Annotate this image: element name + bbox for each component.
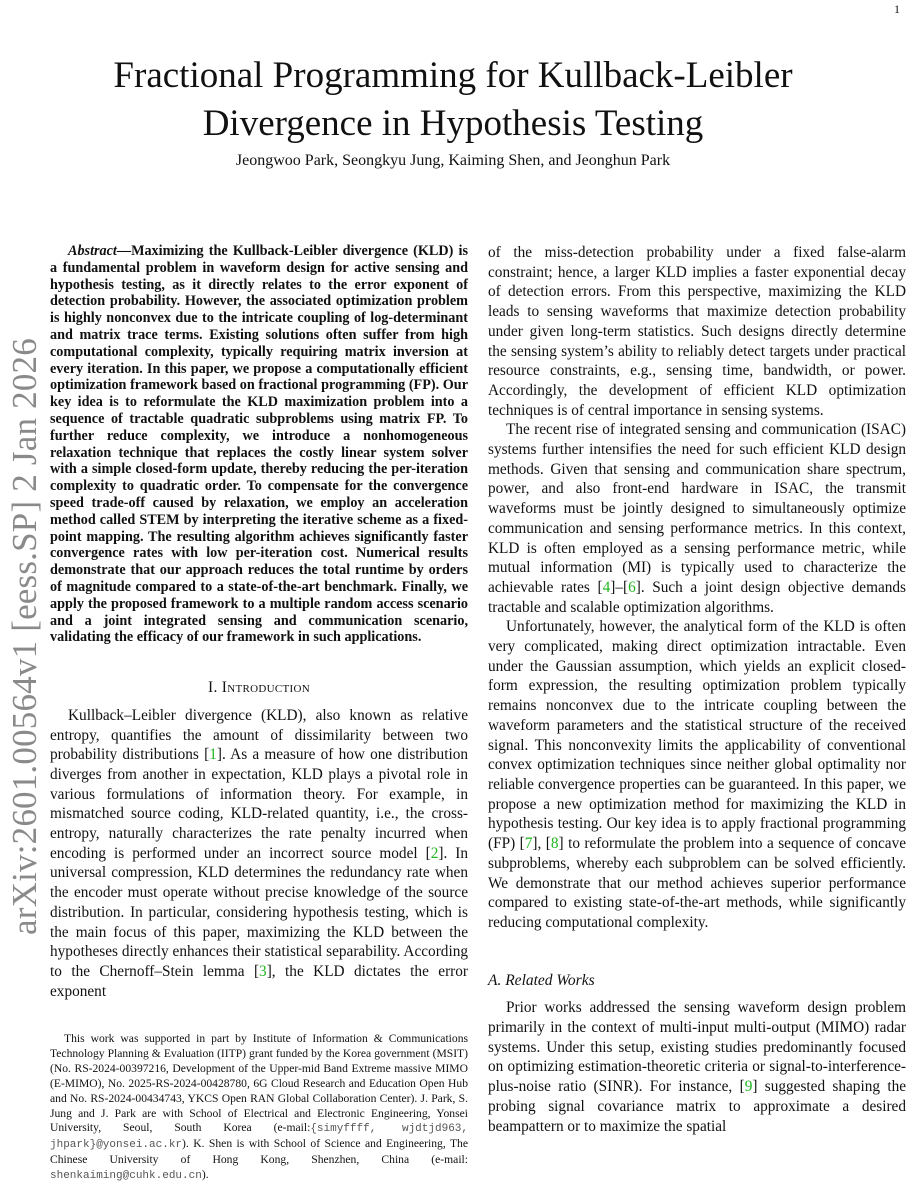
text-run: ]–[ [610, 578, 629, 596]
abstract-label: Abstract [68, 243, 117, 259]
text-run: Unfortunately, however, the analytical form of the KLD is often very complicated, making direct optimization intractable. Even under the Gaussian assumption, which yields an explicit closed-form expression, the resulting optimization problem typically remains nonconvex due to the intricate coupling between the waveform parameters and the statistical structure of the received signal. This nonconvexity limits the applicability of conventional convex optimization techniques since neither global optimality nor reliable convergence properties can be guaranteed. In this paper, we propose a new optimization method for maximizing the KLD in hypothesis testing. Our key idea is to apply fractional programming (FP) [ [488, 618, 906, 853]
related-works-paragraph-1 [488, 998, 906, 1136]
footnote [50, 1032, 468, 1184]
subsection-heading-related-works: A. Related Works [488, 971, 595, 989]
citation-link[interactable]: 4 [602, 578, 611, 596]
text-run: ]. As a measure of how one distribution diverges from another in expectation, KLD plays a pivotal role in various formulations of information theory. For example, in mismatched source coding, KLD-related quantity, i.e., the cross-entropy, naturally characterizes the rate penalty incurred when encoding is performed under an incorrect source model [ [50, 746, 468, 862]
citation-link[interactable]: 6 [628, 578, 636, 596]
citation-link[interactable]: 3 [259, 962, 267, 980]
page-number: 1 [894, 2, 900, 16]
citation-link[interactable]: 2 [430, 844, 439, 862]
intro-paragraph-1-continued: of the miss-detection probability under a fixed false-alarm constraint; hence, a larger KLD implies a faster exponential decay of detection errors. From this perspective, maximizing the KLD leads to sensing waveforms that maximize detection probability under given long-term statistics. Such designs directly determine the sensing system’s ability to reliably detect targets under practical resource constraints, e.g., sensing time, bandwidth, or power. Accordingly, the development of efficient KLD optimization techniques is of central importance in sensing systems. [488, 244, 906, 419]
intro-paragraph-3 [488, 617, 906, 932]
citation-link[interactable]: 7 [524, 835, 533, 853]
author-list: Jeongwoo Park, Seongkyu Jung, Kaiming Shen, and Jeonghun Park [235, 152, 671, 169]
text-run: ] suggested shaping the probing signal covariance matrix to approximate a desired beampattern or to maximize the spatial [488, 1078, 906, 1135]
intro-paragraph-1 [50, 706, 468, 1002]
arxiv-stamp[interactable]: arXiv:2601.00564v1 [eess.SP] 2 Jan 2026 [5, 338, 44, 935]
intro-paragraph-2 [488, 420, 906, 617]
section-heading-introduction: I. Introduction [207, 679, 310, 697]
left-column [50, 243, 468, 1001]
citation-link[interactable]: 1 [209, 746, 217, 764]
abstract [50, 243, 468, 646]
right-column [488, 243, 906, 1136]
text-run: ]. In universal compression, KLD determines the redundancy rate when the encoder must operate without precise knowledge of the source distribution. In particular, considering hypothesis testing, which is the main focus of this paper, maximizing the KLD between the hypotheses directly enhances their statistical separability. According to the Chernoff–Stein lemma [ [50, 844, 468, 980]
email-link[interactable]: {simyffff, wjdtjd963, jhpark}@yonsei.ac.kr [50, 1123, 468, 1152]
text-run: Prior works addressed the sensing waveform design problem primarily in the context of multi-input multi-output (MIMO) radar systems. Under this setup, existing studies predominantly focused on optimizing estimation-theoretic criteria or signal-to-interference-plus-noise ratio (SINR). For instance, [ [488, 999, 906, 1096]
text-run: ]. Such a joint design objective demands tractable and scalable optimization algorithms. [488, 578, 906, 616]
text-run: Kullback–Leibler divergence (KLD), also known as relative entropy, quantifies the amount of dissimilarity between two probability distributions [ [50, 706, 468, 764]
paper-title: Fractional Programming for Kullback-Leibler Divergence in Hypothesis Testing [113, 55, 793, 144]
email-link[interactable]: shenkaiming@cuhk.edu.cn [50, 1170, 202, 1183]
text-run: The recent rise of integrated sensing and communication (ISAC) systems further intensifies the need for such efficient KLD design methods. Given that sensing and communication share spectrum, power, and also front-end hardware in ISAC, the transmit waveforms must be jointly designed to simultaneously optimize communication and sensing performance metrics. In this context, KLD is often employed as a sensing performance metric, while mutual information (MI) is typically used to characterize the achievable rates [ [488, 421, 906, 596]
text-run: ). [201, 1168, 209, 1182]
citation-link[interactable]: 8 [550, 835, 559, 853]
text-run: This work was supported in part by Institute of Information & Communications Technology Planning & Evaluation (IITP) grant funded by the Korea government (MSIT) (No. RS-2024-00397216, Development of the Upper-mid Band Extreme massive MIMO (E-MIMO), No. 2025-RS-2024-00428780, 6G Cloud Research and Education Open Hub and No. RS-2024-00434743, YKCS Open RAN Global Collaboration Center). J. Park, S. Jung and J. Park are with School of Electrical and Electronic Engineering, Yonsei University, Seoul, South Korea (e-mail: [50, 1032, 468, 1135]
text-run: ], the KLD dictates the error exponent [50, 962, 468, 1000]
text-run: ). K. Shen is with School of Science and Engineering, The Chinese University of Hong Kong, Shenzhen, China (e-mail: [50, 1137, 468, 1167]
citation-link[interactable]: 9 [744, 1078, 753, 1096]
abstract-body: —Maximizing the Kullback-Leibler divergence (KLD) is a fundamental problem in waveform design for active sensing and hypothesis testing, as it directly relates to the error exponent of detection probability. However, the associated optimization problem is highly nonconvex due to the intricate coupling of log-determinant and matrix trace terms. Existing solutions often suffer from high computational complexity, typically requiring matrix inversion at every iteration. In this paper, we propose a computationally efficient optimization framework based on fractional programming (FP). Our key idea is to reformulate the KLD maximization problem into a sequence of tractable quadratic subproblems using matrix FP. To further reduce complexity, we introduce a nonhomogeneous relaxation technique that replaces the costly linear system solver with a simple closed-form update, thereby reducing the per-iteration complexity to quadratic order. To compensate for the convergence speed trade-off caused by relaxation, we employ an acceleration method called STEM by interpreting the iterative scheme as a fixed-point mapping. The resulting algorithm achieves significantly faster convergence rates with low per-iteration cost. Numerical results demonstrate that our approach reduces the total runtime by orders of magnitude compared to a state-of-the-art benchmark. Finally, we apply the proposed framework to a multiple random access scenario and a joint integrated sensing and communication scenario, validating the efficacy of our framework in such applications. [50, 243, 468, 646]
text-run: ], [ [532, 835, 551, 853]
text-run: ] to reformulate the problem into a sequence of concave subproblems, whereby each subproblem can be solved efficiently. We demonstrate that our method achieves superior performance compared to existing state-of-the-art methods, while significantly reducing computational complexity. [488, 835, 906, 931]
